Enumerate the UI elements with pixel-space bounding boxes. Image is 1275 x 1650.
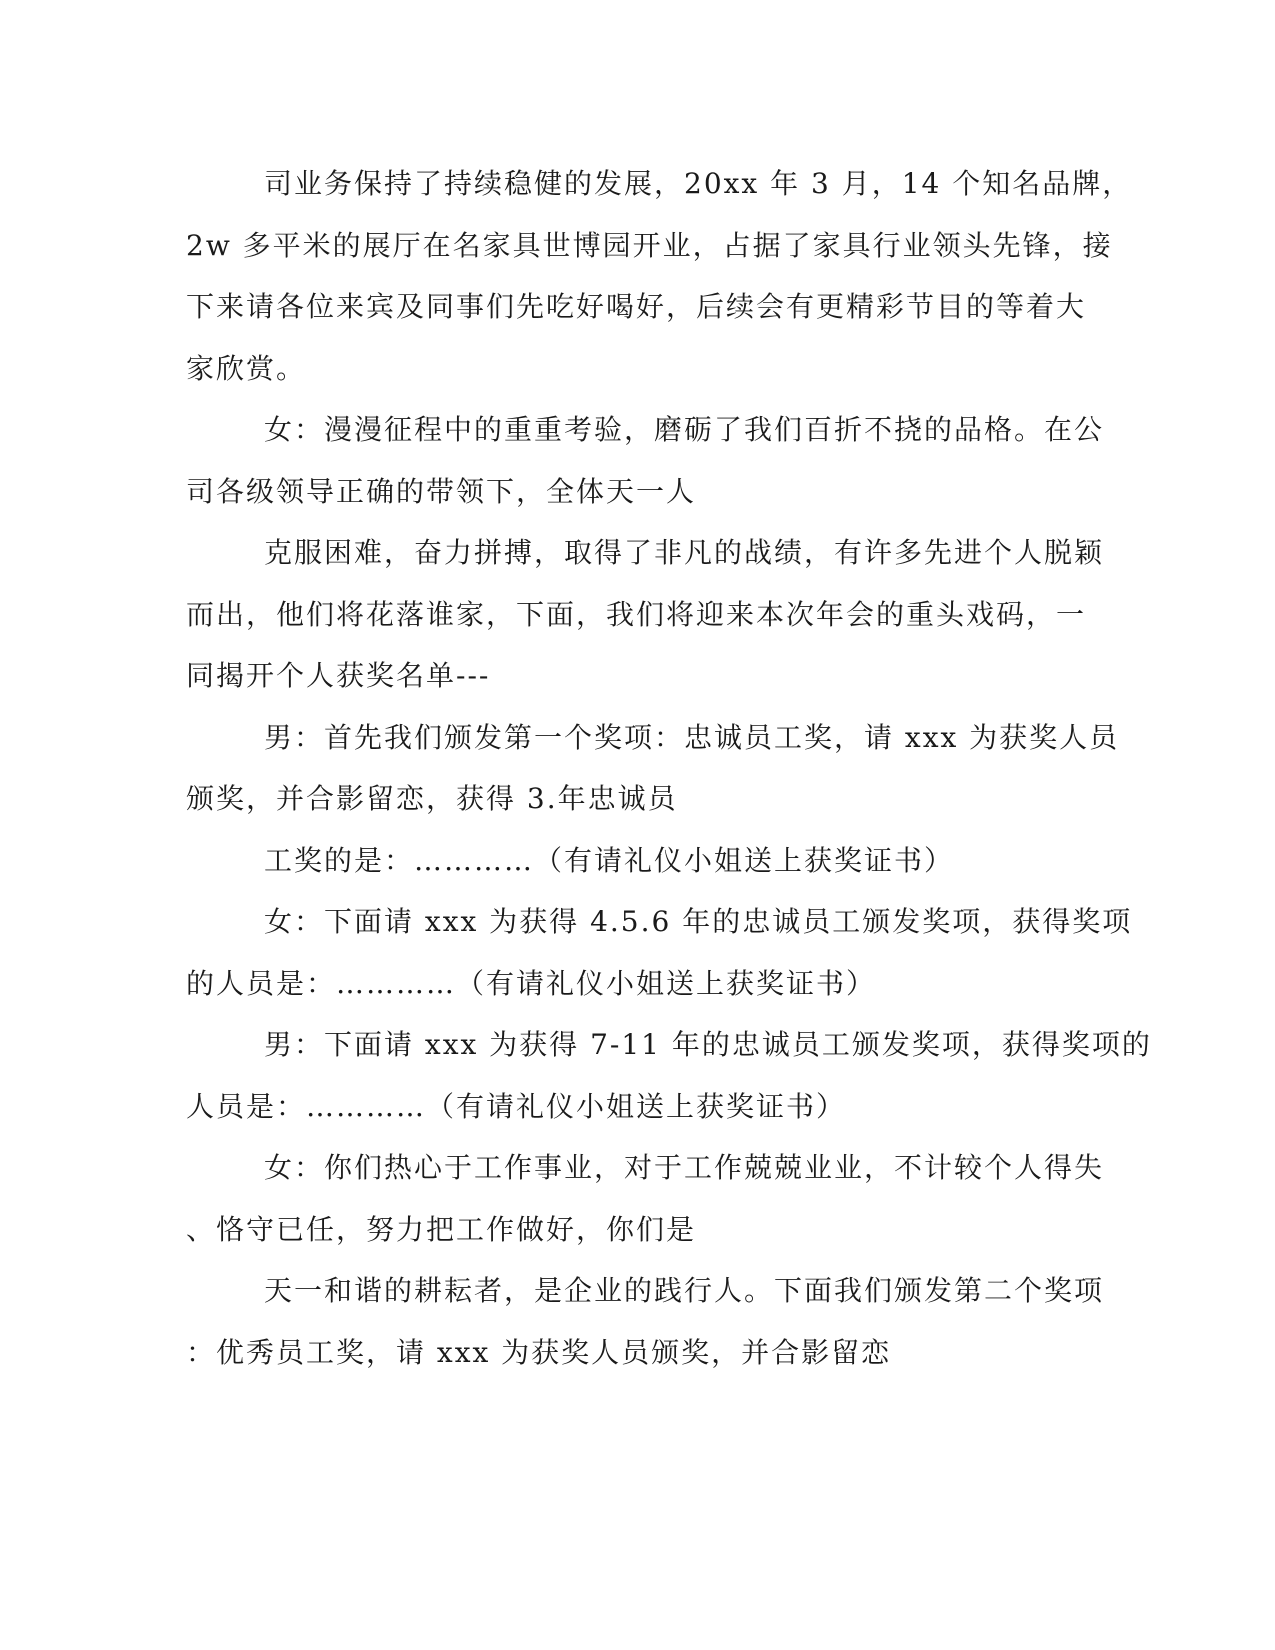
text-line: 男：首先我们颁发第一个奖项：忠诚员工奖，请 xxx 为获奖人员 bbox=[264, 720, 1120, 754]
text-line: 、恪守已任，努力把工作做好，你们是 bbox=[186, 1212, 697, 1246]
text-line: 人员是：…………（有请礼仪小姐送上获奖证书） bbox=[186, 1089, 847, 1123]
text-line: 天一和谐的耕耘者，是企业的践行人。下面我们颁发第二个奖项 bbox=[264, 1274, 1105, 1307]
text-line: 颁奖，并合影留恋，获得 3.年忠诚员 bbox=[186, 782, 678, 815]
text-line: 女：你们热心于工作事业，对于工作兢兢业业，不计较个人得失 bbox=[264, 1151, 1105, 1184]
text-line: 家欣赏。 bbox=[186, 351, 307, 385]
text-line: 女：下面请 xxx 为获得 4.5.6 年的忠诚员工颁发奖项，获得奖项 bbox=[264, 905, 1133, 938]
text-line: 工奖的是：…………（有请礼仪小姐送上获奖证书） bbox=[264, 843, 955, 877]
text-line: 司业务保持了持续稳健的发展，20xx 年 3 月，14 个知名品牌， bbox=[264, 167, 1133, 200]
text-line: 的人员是：…………（有请礼仪小姐送上获奖证书） bbox=[186, 966, 877, 1000]
document-body bbox=[186, 164, 1152, 1394]
text-line: 同揭开个人获奖名单--- bbox=[186, 659, 491, 692]
text-line: 2w 多平米的展厅在名家具世博园开业，占据了家具行业领头先锋，接 bbox=[186, 228, 1113, 262]
text-line: 克服困难，奋力拼搏，取得了非凡的战绩，有许多先进个人脱颖 bbox=[264, 536, 1105, 569]
text-line: 而出，他们将花落谁家，下面，我们将迎来本次年会的重头戏码，一 bbox=[186, 597, 1087, 631]
text-line: ：优秀员工奖，请 xxx 为获奖人员颁奖，并合影留恋 bbox=[186, 1335, 892, 1369]
text-line: 司各级领导正确的带领下，全体天一人 bbox=[186, 474, 697, 508]
text-line: 男：下面请 xxx 为获得 7-11 年的忠诚员工颁发奖项，获得奖项的 bbox=[264, 1028, 1152, 1061]
text-line: 下来请各位来宾及同事们先吃好喝好，后续会有更精彩节目的等着大 bbox=[186, 290, 1087, 323]
text-line: 女：漫漫征程中的重重考验，磨砺了我们百折不挠的品格。在公 bbox=[264, 413, 1105, 446]
